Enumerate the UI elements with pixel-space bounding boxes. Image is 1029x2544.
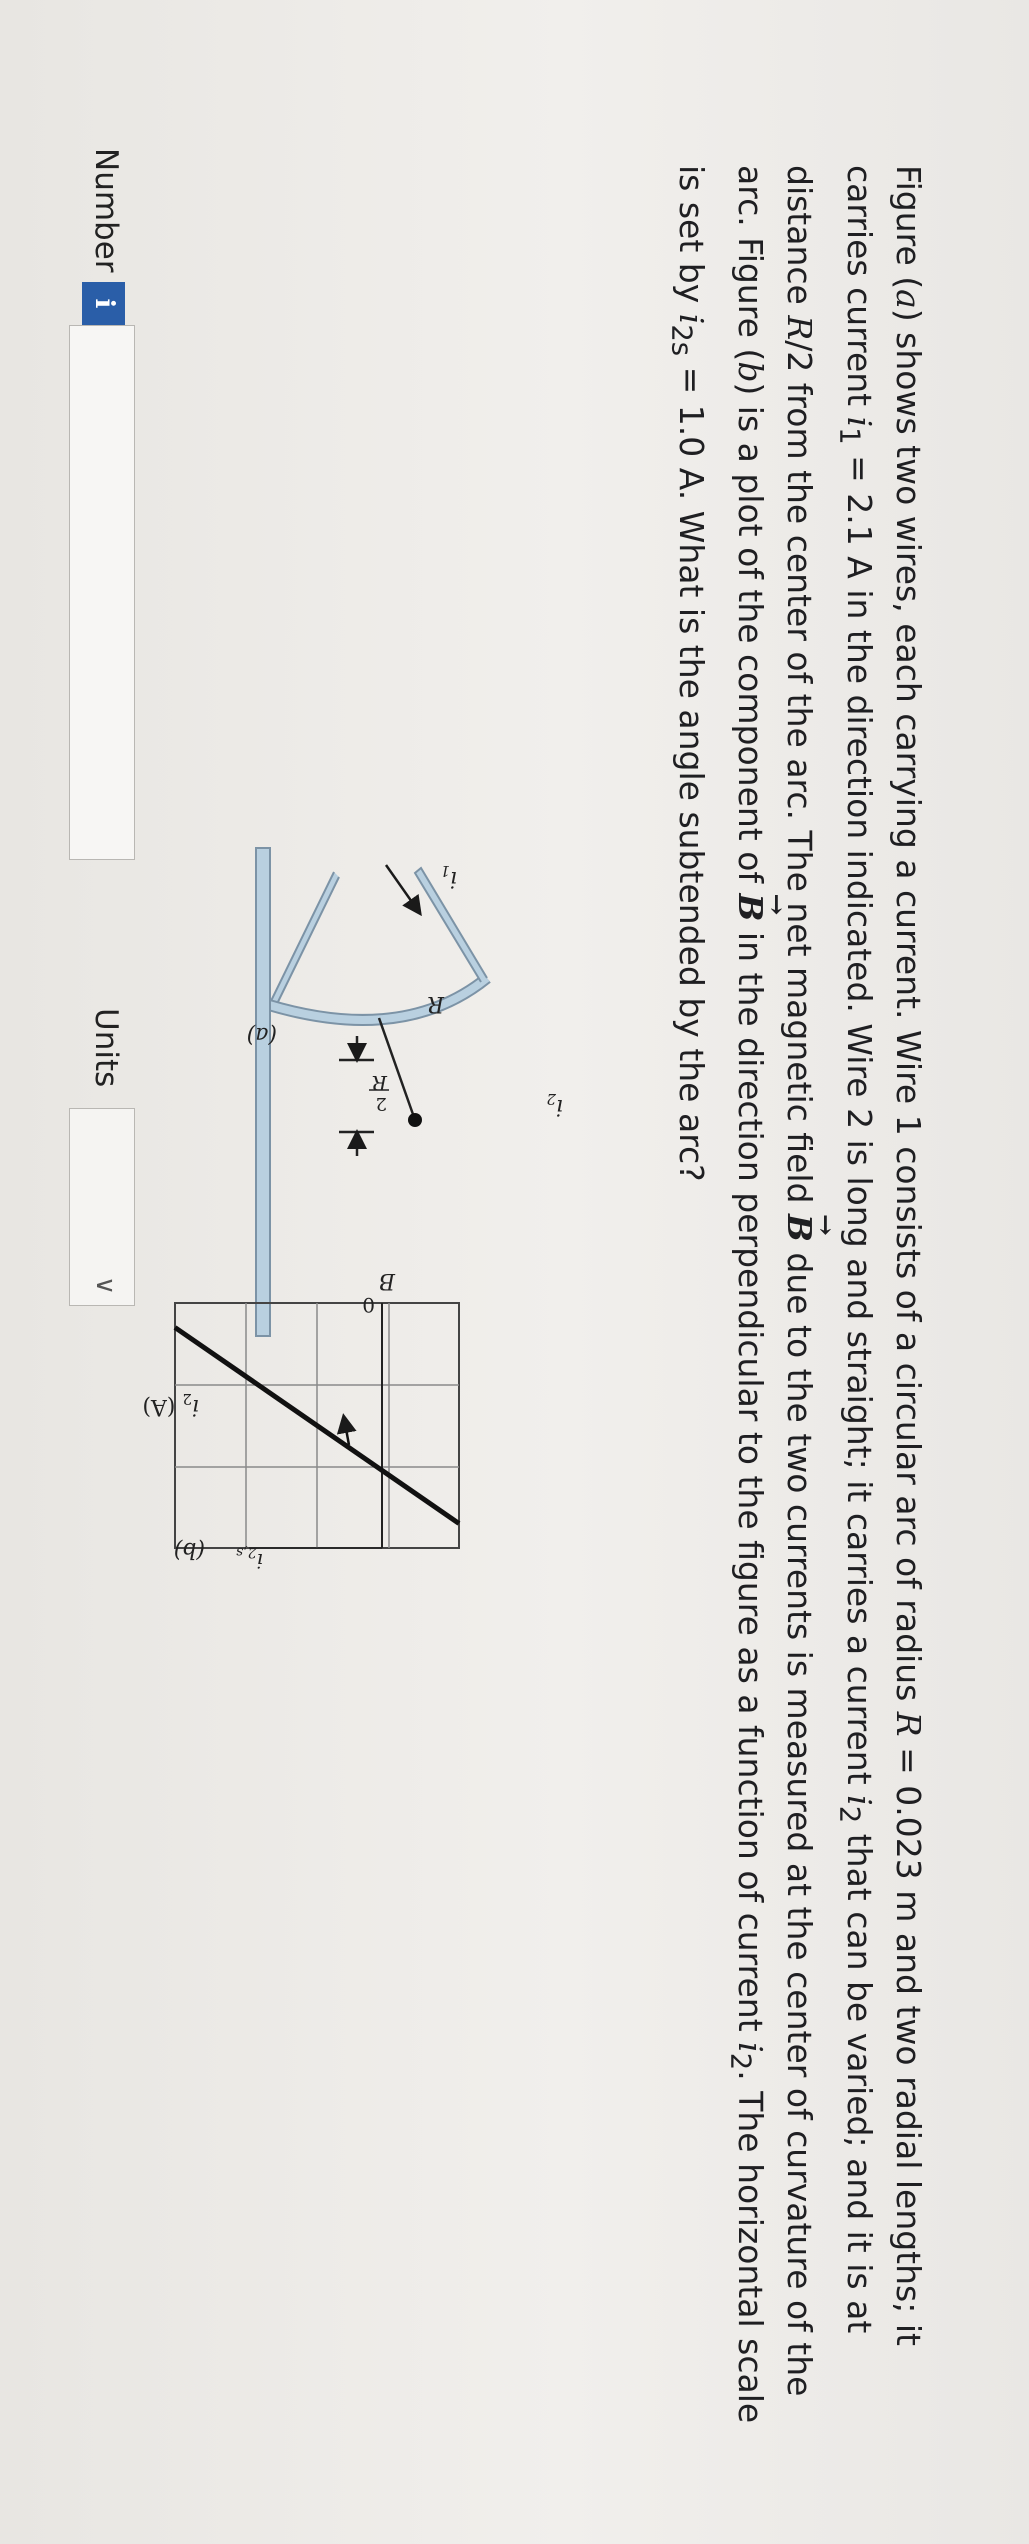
caption-b: (b) bbox=[173, 1537, 205, 1562]
figure-b bbox=[142, 1268, 459, 1573]
chevron-down-icon: ∨ bbox=[90, 1275, 120, 1295]
current-1-arrow bbox=[386, 865, 419, 912]
label-i1: $i_1$ bbox=[440, 862, 457, 891]
svg-text:2: 2 bbox=[375, 1093, 387, 1114]
units-label: Units bbox=[88, 1008, 124, 1088]
label-r: R bbox=[427, 991, 444, 1016]
problem-text: Figure (a) shows two wires, each carrying a current. Wire 1 consists of a circular arc of radius R = 0.023 m and two radial lengths; it carries current $i_1 = 2.1$ A in the direction indicated. Wire 2 is long and straight; it carries a current $i_2$ that can be varied; and it is at distance R/2 from the center of the arc. The net magnetic field → B due to the two currents is measured at the center of curvature of the arc. Figure (b) is a plot of the component of → B in the direction perpendicular to the figure as a function of current $i_2$. The horizontal scale is set by $i_{2s} = 1.0$ A. What is the angle subtended by the arc? bbox=[656, 165, 933, 2455]
info-icon[interactable]: i bbox=[82, 282, 125, 325]
caption-a: (a) bbox=[246, 1022, 277, 1047]
vector-b-symbol-2: → B bbox=[731, 894, 770, 922]
label-i2s: $i_{2,s}$ bbox=[236, 1544, 263, 1573]
svg-text:R: R bbox=[371, 1071, 387, 1095]
label-i2: $i_2$ bbox=[546, 1090, 563, 1119]
x-axis-label: $i_2$ (A) bbox=[142, 1390, 199, 1419]
r-half-dimension bbox=[339, 1036, 389, 1156]
units-select[interactable] bbox=[69, 1108, 135, 1306]
number-label: Number bbox=[88, 148, 124, 273]
vector-b-symbol: → B bbox=[780, 1214, 819, 1242]
label-b: B bbox=[378, 1268, 395, 1293]
arc-center-dot bbox=[408, 1113, 422, 1127]
zero-pointer-arrow bbox=[344, 1418, 349, 1445]
wire-2 bbox=[256, 848, 270, 1336]
label-zero: 0 bbox=[362, 1293, 375, 1317]
number-input[interactable] bbox=[69, 325, 135, 860]
figure-a bbox=[247, 848, 563, 1336]
